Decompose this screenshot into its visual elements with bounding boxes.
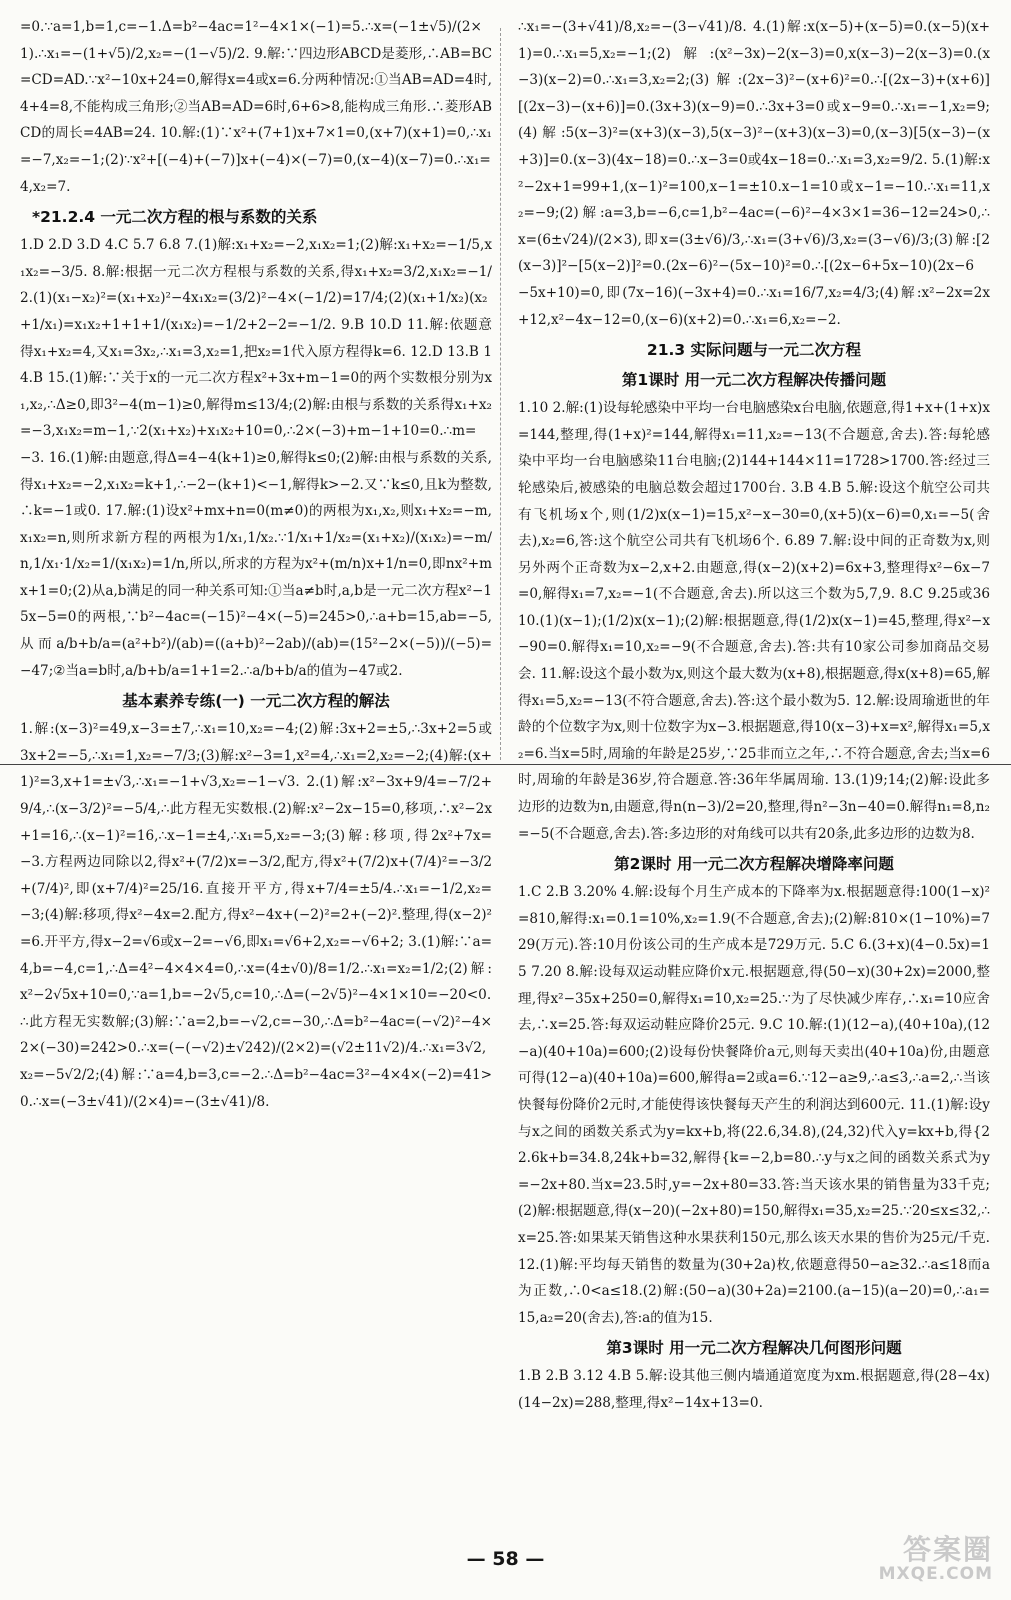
section-title-solving-methods: 基本素养专练(一) 一元二次方程的解法 [122,692,390,711]
watermark-url: MXQE.COM [878,1564,993,1584]
lesson-title-spread-problems: 第1课时 用一元二次方程解决传播问题 [621,371,887,390]
section-title-root-coefficient: *21.2.4 一元二次方程的根与系数的关系 [32,208,318,227]
right-intro-text: ∴x₁=−(3+√41)/8,x₂=−(3−√41)/8. 4.(1)解:x(x−5)+(x−5)=0.(x−5)(x+1)=0.∴x₁=5,x₂=−1;(2)解:(x²−3x)−2(x−3)=0,x(x−3)−2(x−3)=0.(x−3)(x−2)=0.∴x₁=3,x₂=2;(3)解:(2x−3)²−(x+6)²=0.∴[(2x−3)+(x+6)][(2x−3)−(x+6)]=0.(3x+3)(x−9)=0.∴3x+3=0或x−9=0.∴x₁=−1,x₂=9;(4)解:5(x−3)²=(x+3)(x−3),5(x−3)²−(x+3)(x−3)=0,(x−3)[5(x−3)−(x+3)]=0.(x−3)(4x−18)=0.∴x−3=0或4x−18=0.∴x₁=3,x₂=9/2. 5.(1)解:x²−2x+1=99+1,(x−1)²=100,x−1=±10.x−1=10或x−1=−10.∴x₁=11,x₂=−9;(2)解:a=3,b=−6,c=1,b²−4ac=(−6)²−4×3×1=36−12=24>0,∴x=(6±√24)/(2×3),即x=(3±√6)/3,∴x₁=(3+√6)/3,x₂=(3−√6)/3;(3)解:[2(x−3)]²−[5(x−2)]²=0.(2x−6)²−(5x−10)²=0.∴[(2x−6+5x−10)(2x−6−5x+10)=0,即(7x−16)(−3x+4)=0.∴x₁=16/7,x₂=4/3;(4)解:x²−2x=2x+12,x²−4x−12=0,(x−6)(x+2)=0.∴x₁=6,x₂=−2. [518,19,990,328]
page-number-value: 58 [492,1548,519,1570]
site-watermark [847,1528,997,1592]
left-column [20,14,492,1115]
right-column [518,14,990,1417]
section-body-solving-methods: 1.解:(x−3)²=49,x−3=±7,∴x₁=10,x₂=−4;(2)解:3x+2=±5,∴3x+2=5或3x+2=−5,∴x₁=1,x₂=−7/3;(3)解:x²−3=1,x²=4,∴x₁=2,x₂=−2;(4)解:(x+1)²=3,x+1=±√3,∴x₁=−1+√3,x₂=−1−√3. 2.(1)解:x²−3x+9/4=−7/2+9/4,∴(x−3/2)²=−5/4,∴此方程无实数根.(2)解:x²−2x−15=0,移项,∴x²−2x+1=16,∴(x−1)²=16,∴x−1=±4,∴x₁=5,x₂=−3;(3)解:移项,得2x²+7x=−3.方程两边同除以2,得x²+(7/2)x=−3/2,配方,得x²+(7/2)x+(7/4)²=−3/2+(7/4)²,即(x+7/4)²=25/16.直接开平方,得x+7/4=±5/4.∴x₁=−1/2,x₂=−3;(4)解:移项,得x²−4x=2.配方,得x²−4x+(−2)²=2+(−2)².整理,得(x−2)²=6.开平方,得x−2=√6或x−2=−√6,即x₁=√6+2,x₂=−√6+2; 3.(1)解:∵a=4,b=−4,c=1,∴Δ=4²−4×4×4=0,∴x=(4±√0)/8=1/2.∴x₁=x₂=1/2;(2)解:x²−2√5x+10=0,∵a=1,b=−2√5,c=10,∴Δ=(−2√5)²−4×1×10=−20<0.∴此方程无实数解;(3)解:∵a=2,b=−√2,c=−30,∴Δ=b²−4ac=(−√2)²−4×2×(−30)=242>0.∴x=(−(−√2)±√242)/(2×2)=(√2±11√2)/4.∴x₁=3√2,x₂=−5√2/2;(4)解:∵a=4,b=3,c=−2.∴Δ=b²−4ac=3²−4×4×(−2)=41>0.∴x=(−3±√41)/(2×4)=−(3±√41)/8. [20,721,492,1110]
page-number: — 58 — [466,1548,545,1570]
lesson-body-spread-problems: 1.10 2.解:(1)设每轮感染中平均一台电脑感染x台电脑,依题意,得1+x+(1+x)x=144,整理,得(1+x)²=144,解得x₁=11,x₂=−13(不合题意,舍去).答:每轮感染中平均一台电脑感染11台电脑;(2)144+144×11=1728>1700.答:经过三轮感染后,被感染的电脑总数会超过1700台. 3.B 4.B 5.解:设这个航空公司共有飞机场x个,则(1/2)x(x−1)=15,x²−x−30=0,(x+5)(x−6)=0,x₁=−5(舍去),x₂=6,答:这个航空公司共有飞机场6个. 6.89 7.解:设中间的正奇数为x,则另外两个正奇数为x−2,x+2.由题意,得(x−2)(x+2)=6x+3,整理得x²−6x−7=0,解得x₁=7,x₂=−1(不合题意,舍去).所以这三个数为5,7,9. 8.C 9.25或36 10.(1)(x−1);(1/2)x(x−1);(2)解:根据题意,得(1/2)x(x−1)=45,整理,得x²−x−90=0.解得x₁=10,x₂=−9(不合题意,舍去).答:共有10家公司参加商品交易会. 11.解:设这个最小数为x,则这个最大数为(x+8),根据题意,得x(x+8)=65,解得x₁=5,x₂=−13(不符合题意,舍去).答:这个最小数为5. 12.解:设周瑜逝世的年龄的个位数字为x,则十位数字为x−3.根据题意,得10(x−3)+x=x²,解得x₁=5,x₂=6.当x=5时,周瑜的年龄是25岁,∵25非而立之年,∴不符合题意,舍去;当x=6时,周瑜的年龄是36岁,符合题意.答:36年华属周瑜. 13.(1)9;14;(2)解:设此多边形的边数为n,由题意,得n(n−3)/2=20,整理,得n²−3n−40=0.解得n₁=8,n₂=−5(不合题意,舍去).答:多边形的对角线可以共有20条,此多边形的边数为8. [518,400,990,842]
lesson-body-geometry-problems: 1.B 2.B 3.12 4.B 5.解:设其他三侧内墙通道宽度为xm.根据题意,得(28−4x)(14−2x)=288,整理,得x²−14x+13=0. [518,1368,990,1411]
section-title-practical-problems: 21.3 实际问题与一元二次方程 [646,341,862,360]
watermark-logo: 答案圈 [902,1533,993,1566]
lesson-title-growth-rate-problems: 第2课时 用一元二次方程解决增降率问题 [614,855,894,874]
page-fold-line [0,764,1011,765]
lesson-body-growth-rate-problems: 1.C 2.B 3.20% 4.解:设每个月生产成本的下降率为x.根据题意得:100(1−x)²=810,解得:x₁=0.1=10%,x₂=1.9(不合题意,舍去);(2)解:810×(1−10%)=729(万元).答:10月份该公司的生产成本是729万元. 5.C 6.(3+x)(4−0.5x)=15 7.20 8.解:设每双运动鞋应降价x元.根据题意,得(50−x)(30+2x)=2000,整理,得x²−35x+250=0,解得x₁=10,x₂=25.∵为了尽快减少库存,∴x₁=10应舍去,∴x=25.答:每双运动鞋应降价25元. 9.C 10.解:(1)(12−a),(40+10a),(12−a)(40+10a)=600;(2)设每份快餐降价a元,则每天卖出(40+10a)份,由题意可得(12−a)(40+10a)=600,解得a=2或a=6.∵12−a≥9,∴a≤3,∴a=2,∴当该快餐每份降价2元时,才能使得该快餐每天产生的利润达到600元. 11.(1)解:设y与x之间的函数关系式为y=kx+b,将(22.6,34.8),(24,32)代入y=kx+b,得{22.6k+b=34.8,24k+b=32,解得{k=−2,b=80.∴y与x之间的函数关系式为y=−2x+80.当x=23.5时,y=−2x+80=33.答:当天该水果的销售量为33千克;(2)解:根据题意,得(x−20)(−2x+80)=150,解得x₁=35,x₂=25.∵20≤x≤32,∴x=25.答:如果某天销售这种水果获利150元,那么该天水果的售价为25元/千克. 12.(1)解:平均每天销售的数量为(30+2a)枚,依题意得50−a≥32.∴a≤18而a为正数,∴0<a≤18.(2)解:(50−a)(30+2a)=2100.(a−15)(a−20)=0,∴a₁=15,a₂=20(舍去),答:a的值为15. [518,884,990,1326]
section-body-root-coefficient: 1.D 2.D 3.D 4.C 5.7 6.8 7.(1)解:x₁+x₂=−2,x₁x₂=1;(2)解:x₁+x₂=−1/5,x₁x₂=−3/5. 8.解:根据一元二次方程根与系数的关系,得x₁+x₂=3/2,x₁x₂=−1/2.(1)(x₁−x₂)²=(x₁+x₂)²−4x₁x₂=(3/2)²−4×(−1/2)=17/4;(2)(x₁+1/x₂)(x₂+1/x₁)=x₁x₂+1+1+1/(x₁x₂)=−1/2+2−2=−1/2. 9.B 10.D 11.解:依题意得x₁+x₂=4,又x₁=3x₂,∴x₁=3,x₂=1,把x₂=1代入原方程得k=6. 12.D 13.B 14.B 15.(1)解:∵关于x的一元二次方程x²+3x+m−1=0的两个实数根分别为x₁,x₂,∴Δ≥0,即3²−4(m−1)≥0,解得m≤13/4;(2)解:由根与系数的关系得x₁+x₂=−3,x₁x₂=m−1,∵2(x₁+x₂)+x₁x₂+10=0,∴2×(−3)+m−1+10=0.∴m=−3. 16.(1)解:由题意,得Δ=4−4(k+1)≥0,解得k≤0;(2)解:由根与系数的关系,得x₁+x₂=−2,x₁x₂=k+1,∴−2−(k+1)<−1,解得k>−2.又∵k≤0,且k为整数,∴k=−1或0. 17.解:(1)设x²+mx+n=0(m≠0)的两根为x₁,x₂,则x₁+x₂=−m,x₁x₂=n,则所求新方程的两根为1/x₁,1/x₂.∵1/x₁+1/x₂=(x₁+x₂)/(x₁x₂)=−m/n,1/x₁·1/x₂=1/(x₁x₂)=1/n,所以,所求的方程为x²+(m/n)x+1/n=0,即nx²+mx+1=0;(2)从a,b满足的同一种关系可知:①当a≠b时,a,b是一元二次方程x²−15x−5=0的两根,∵b²−4ac=(−15)²−4×(−5)=245>0,∴a+b=15,ab=−5,从而a/b+b/a=(a²+b²)/(ab)=((a+b)²−2ab)/(ab)=(15²−2×(−5))/(−5)=−47;②当a=b时,a/b+b/a=1+1=2.∴a/b+b/a的值为−47或2. [20,237,492,679]
left-intro-text: =0.∵a=1,b=1,c=−1.Δ=b²−4ac=1²−4×1×(−1)=5.∴x=(−1±√5)/(2×1).∴x₁=−(1+√5)/2,x₂=−(1−√5)/2. 9.解:∵四边形ABCD是菱形,∴AB=BC=CD=AD.∵x²−10x+24=0,解得x=4或x=6.分两种情况:①当AB=AD=4时,4+4=8,不能构成三角形;②当AB=AD=6时,6+6>8,能构成三角形.∴菱形ABCD的周长=4AB=24. 10.解:(1)∵x²+(7+1)x+7×1=0,(x+7)(x+1)=0,∴x₁=−7,x₂=−1;(2)∵x²+[(−4)+(−7)]x+(−4)×(−7)=0,(x−4)(x−7)=0.∴x₁=4,x₂=7. [20,19,492,195]
column-divider [500,28,501,760]
lesson-title-geometry-problems: 第3课时 用一元二次方程解决几何图形问题 [606,1339,902,1358]
